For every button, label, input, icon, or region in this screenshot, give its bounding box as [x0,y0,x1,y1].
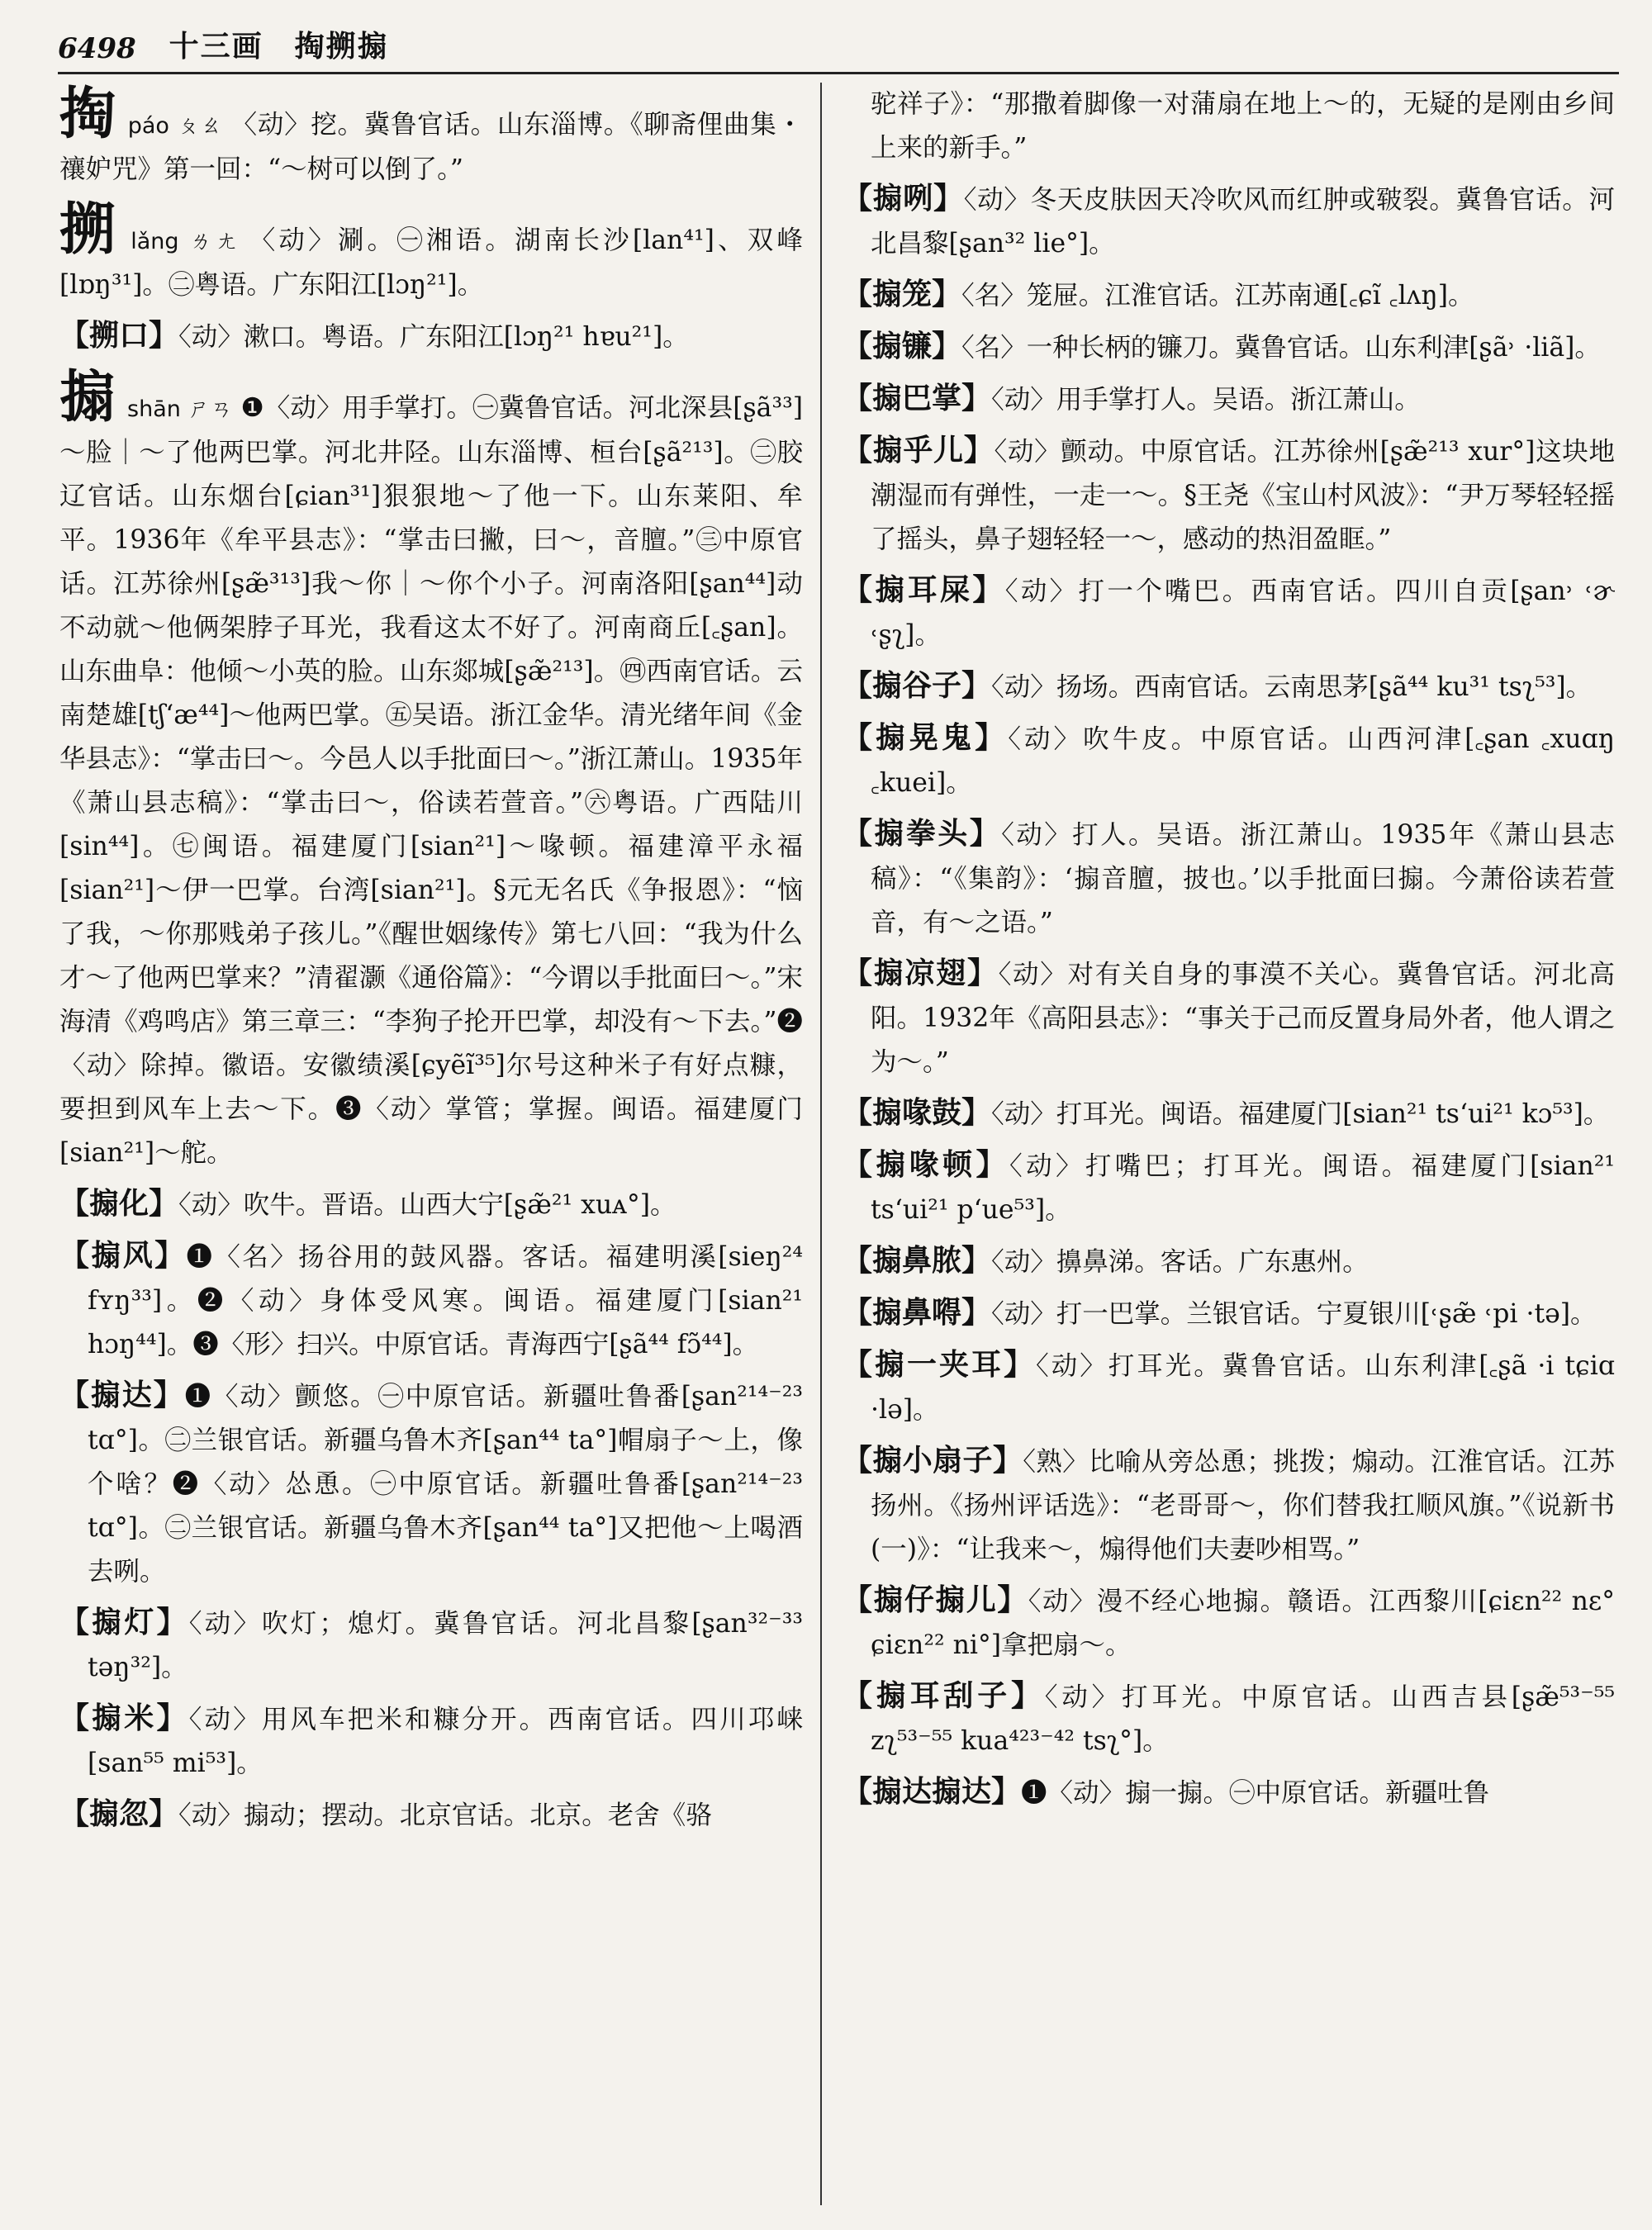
dictionary-entry [59,1182,803,1227]
page-number: 6498 [58,32,136,65]
dictionary-entry [843,325,1615,370]
dictionary-entry [843,1143,1615,1232]
dictionary-entry [59,1792,803,1838]
entry-word: 【搧耳屎】 [843,572,1005,607]
entry-word: 【搧风】 [59,1238,187,1273]
entry-body: ❶〈名〉扬谷用的鼓风器。客话。福建明溪[sieŋ²⁴ fʏŋ³³]。❷〈动〉身体受风寒。闽语。福建厦门[sian²¹ hɔŋ⁴⁴]。❸〈形〉扫兴。中原官话。青海西宁[ʂã⁴⁴ fɔ̃⁴⁴]。 [88,1242,803,1359]
pinyin: páo ㄆㄠ [127,113,223,139]
dictionary-entry [59,314,803,359]
entry-body: 〈动〉用风车把米和糠分开。西南官话。四川邛崃[san⁵⁵ mi⁵³]。 [88,1705,803,1778]
dictionary-entry [843,429,1615,562]
entry-word: 【搧达】 [59,1378,185,1412]
entry-body: 〈动〉用手掌打人。吴语。浙江萧山。 [991,385,1421,415]
entry-body: 〈动〉打一巴掌。兰银官话。宁夏银川[˓ʂæ̃ ˓pi ·tə]。 [991,1299,1597,1329]
dictionary-entry [843,1674,1615,1763]
entry-body: 驼祥子》：“那撒着脚像一对蒲扇在地上～的，无疑的是刚由乡间上来的新手。” [871,89,1615,163]
entry-word: 【搧镰】 [843,329,962,363]
entry-word: 【搧仔搧儿】 [843,1582,1028,1617]
dictionary-entry [843,1091,1615,1136]
entry-body: 〈动〉打耳光。冀鲁官话。山东利津[꜀ʂã ·i tɕiɑ ·lə]。 [871,1351,1615,1425]
entry-word: 【搧晃鬼】 [843,720,1009,755]
entry-body: 〈动〉打一个嘴巴。西南官话。四川自贡[ʂan˒ ˓ɚ ˓ʂʅ]。 [871,576,1615,650]
dictionary-entry [843,951,1615,1084]
entry-word: 【搧化】 [59,1186,179,1221]
entry-body: ❶〈动〉用手掌打。㊀冀鲁官话。河北深县[ʂã³³]～脸｜～了他两巴掌。河北井陉。山东淄博、桓台[ʂã²¹³]。㊁胶辽官话。山东烟台[ɕian³¹]狠狠地～了他一下。山东莱阳、牟平。1936年《牟平县志》：“掌击曰撇，曰～，音膻。”㊂中原官话。江苏徐州[ʂæ̃³¹³]我～你｜～你个小子。河南洛阳[ʂan⁴⁴]动不动就～他俩架脖子耳光，我看这太不好了。河南商丘[꜀ʂan]。山东曲阜：他倾～小英的脸。山东郯城[ʂæ̃²¹³]。㊃西南官话。云南楚雄[tʃ‘æ⁴⁴]～他两巴掌。㊄吴语。浙江金华。清光绪年间《金华县志》：“掌击曰～。今邑人以手批面曰～。”浙江萧山。1935年《萧山县志稿》：“掌击曰～，俗读若萱音。”㊅粤语。广西陆川[sin⁴⁴]。㊆闽语。福建厦门[sian²¹]～喙顿。福建漳平永福[sian²¹]～伊一巴掌。台湾[sian²¹]。§元无名氏《争报恩》：“恼了我，～你那贱弟子孩儿。”《醒世姻缘传》第七八回：“我为什么才～了他两巴掌来？”清翟灏《通俗篇》：“今谓以手批面曰～。”宋海清《鸡鸣店》第三章三：“李狗子抡开巴掌，却没有～下去。”❷〈动〉除掉。徽语。安徽绩溪[ɕyẽĩ³⁵]尔号这种米子有好点糠，要担到风车上去～下。❸〈动〉掌管；掌握。闽语。福建厦门[sian²¹]～舵。 [59,393,803,1168]
entry-word: 【搧鼻脓】 [843,1243,992,1278]
dictionary-entry [843,177,1615,266]
entry-word: 【搧鼻嘚】 [843,1295,992,1330]
entry-body: 〈动〉打耳光。闽语。福建厦门[sian²¹ ts‘ui²¹ kɔ⁵³]。 [991,1099,1610,1129]
dictionary-entry [59,366,803,1175]
entry-word: 【搧喙顿】 [843,1147,1009,1182]
headword-char: 搠 [59,197,120,263]
column-divider [820,83,822,2205]
dictionary-entry [843,1578,1615,1668]
entry-body: 〈熟〉比喻从旁怂恿；挑拨；煽动。江淮官话。江苏扬州。《扬州评话选》：“老哥哥～，你们替我扛顺风旗。”《说新书(一)》：“让我来～，煽得他们夫妻吵相骂。” [871,1447,1615,1564]
page-header [58,23,1619,74]
entry-body: 〈动〉挖。冀鲁官话。山东淄博。《聊斋俚曲集・禳妒咒》第一回：“～树可以倒了。” [59,110,803,184]
entry-body: 〈动〉打耳光。中原官话。山西吉县[ʂæ̃⁵³⁻⁵⁵ zʅ⁵³⁻⁵⁵ kua⁴²³⁻⁴² tsʅ°]。 [871,1682,1615,1756]
entry-body: 〈名〉一种长柄的镰刀。冀鲁官话。山东利津[ʂã˒ ·liã]。 [961,333,1601,363]
entry-body: 〈动〉扬场。西南官话。云南思茅[ʂã⁴⁴ ku³¹ tsʅ⁵³]。 [991,672,1593,702]
dictionary-entry [843,1439,1615,1572]
entry-body: 〈动〉吹灯；熄灯。冀鲁官话。河北昌黎[ʂan³²⁻³³ təŋ³²]。 [88,1609,803,1682]
entry-word: 【搧一夹耳】 [843,1347,1036,1382]
dictionary-entry [59,83,803,192]
pinyin: lǎng ㄌㄤ [131,229,241,254]
dictionary-entry [59,1601,803,1690]
entry-body: 〈动〉漱口。粤语。广东阳江[lɔŋ²¹ hɐu²¹]。 [178,322,689,352]
dictionary-entry [843,1343,1615,1432]
entry-body: 〈动〉吹牛皮。中原官话。山西河津[꜀ʂan ꜀xuɑŋ ꜀kuei]。 [871,724,1615,798]
entry-body: 〈动〉对有关自身的事漠不关心。冀鲁官话。河北高阳。1932年《高阳县志》：“事关于己而反置身局外者，他人谓之为～。” [871,960,1615,1077]
dictionary-entry [843,1291,1615,1336]
left-column [59,83,803,2213]
pinyin: shān ㄕㄢ [127,396,233,422]
entry-body: 〈名〉笼屉。江淮官话。江苏南通[꜀ɕĩ ꜀lʌŋ]。 [961,281,1474,311]
entry-body: 〈动〉搧动；摆动。北京官话。北京。老舍《骆 [178,1801,712,1830]
entry-word: 【搧谷子】 [843,668,992,703]
running-title: 十三画 掏搠搧 [169,29,389,64]
dictionary-entry [843,377,1615,422]
entry-body: 〈动〉颤动。中原官话。江苏徐州[ʂæ̃²¹³ xur°]这块地潮湿而有弹性，一走一～。§王尧《宝山村风波》：“尹万琴轻轻摇了摇头，鼻子翅轻轻一～，感动的热泪盈眶。” [871,437,1615,554]
entry-word: 【搧灯】 [59,1605,189,1639]
entry-word: 【搧达搧达】 [843,1774,1022,1809]
right-column [843,83,1615,2213]
entry-word: 【搧凉翅】 [843,956,999,990]
entry-body: 〈动〉漫不经心地搧。赣语。江西黎川[ɕiɛn²² nɛ° ɕiɛn²² ni°]拿把扇～。 [871,1587,1615,1660]
entry-body: 〈动〉涮。㊀湘语。湖南长沙[lan⁴¹]、双峰[lɒŋ³¹]。㊁粤语。广东阳江[lɔŋ²¹]。 [59,225,803,300]
dictionary-entry [843,1770,1615,1815]
entry-word: 【搧巴掌】 [843,381,992,415]
entry-word: 【搧忽】 [59,1796,179,1831]
dictionary-entry [843,273,1615,318]
dictionary-entry [843,568,1615,657]
entry-body: 〈动〉打人。吴语。浙江萧山。1935年《萧山县志稿》：“《集韵》：‘搧音膻，披也。’以手批面曰搧。今萧俗读若萱音，有～之语。” [871,820,1615,937]
entry-body: 〈动〉打嘴巴；打耳光。闽语。福建厦门[sian²¹ ts‘ui²¹ p‘ue⁵³]。 [871,1151,1615,1225]
entry-body: ❶〈动〉颤悠。㊀中原官话。新疆吐鲁番[ʂan²¹⁴⁻²³ tɑ°]。㊁兰银官话。新疆乌鲁木齐[ʂan⁴⁴ ta°]帽扇子～上，像个啥？❷〈动〉怂恿。㊀中原官话。新疆吐鲁番[ʂan²¹⁴⁻²³ tɑ°]。㊁兰银官话。新疆乌鲁木齐[ʂan⁴⁴ ta°]又把他～上喝酒去咧。 [88,1382,803,1587]
entry-body: ❶〈动〉搧一搧。㊀中原官话。新疆吐鲁 [1021,1778,1490,1808]
headword-char: 掏 [59,83,116,147]
dictionary-entry [843,812,1615,945]
entry-word: 【搧拳头】 [843,816,1002,851]
dictionary-entry [59,1374,803,1594]
headword-char: 搧 [59,364,116,430]
dictionary-entry [59,1234,803,1367]
entry-word: 【搧咧】 [843,181,964,216]
dictionary-entry [843,716,1615,805]
dictionary-entry [843,83,1615,170]
dictionary-entry [59,1696,803,1786]
entry-body: 〈动〉冬天皮肤因天冷吹风而红肿或皲裂。冀鲁官话。河北昌黎[ʂan³² lie°]。 [871,185,1615,259]
entry-word: 【搧米】 [59,1701,189,1735]
entry-word: 【搧小扇子】 [843,1443,1023,1478]
dictionary-entry [843,1239,1615,1284]
entry-word: 【搧笼】 [843,277,962,311]
entry-body: 〈动〉吹牛。晋语。山西大宁[ʂæ̃²¹ xuᴀ°]。 [178,1190,676,1220]
entry-body: 〈动〉擤鼻涕。客话。广东惠州。 [991,1247,1369,1277]
entry-word: 【搧喙鼓】 [843,1095,992,1130]
entry-word: 【搧乎儿】 [843,433,995,467]
dictionary-entry [59,198,803,307]
dictionary-entry [843,664,1615,709]
entry-word: 【搠口】 [59,318,179,353]
entry-word: 【搧耳刮子】 [843,1678,1045,1713]
